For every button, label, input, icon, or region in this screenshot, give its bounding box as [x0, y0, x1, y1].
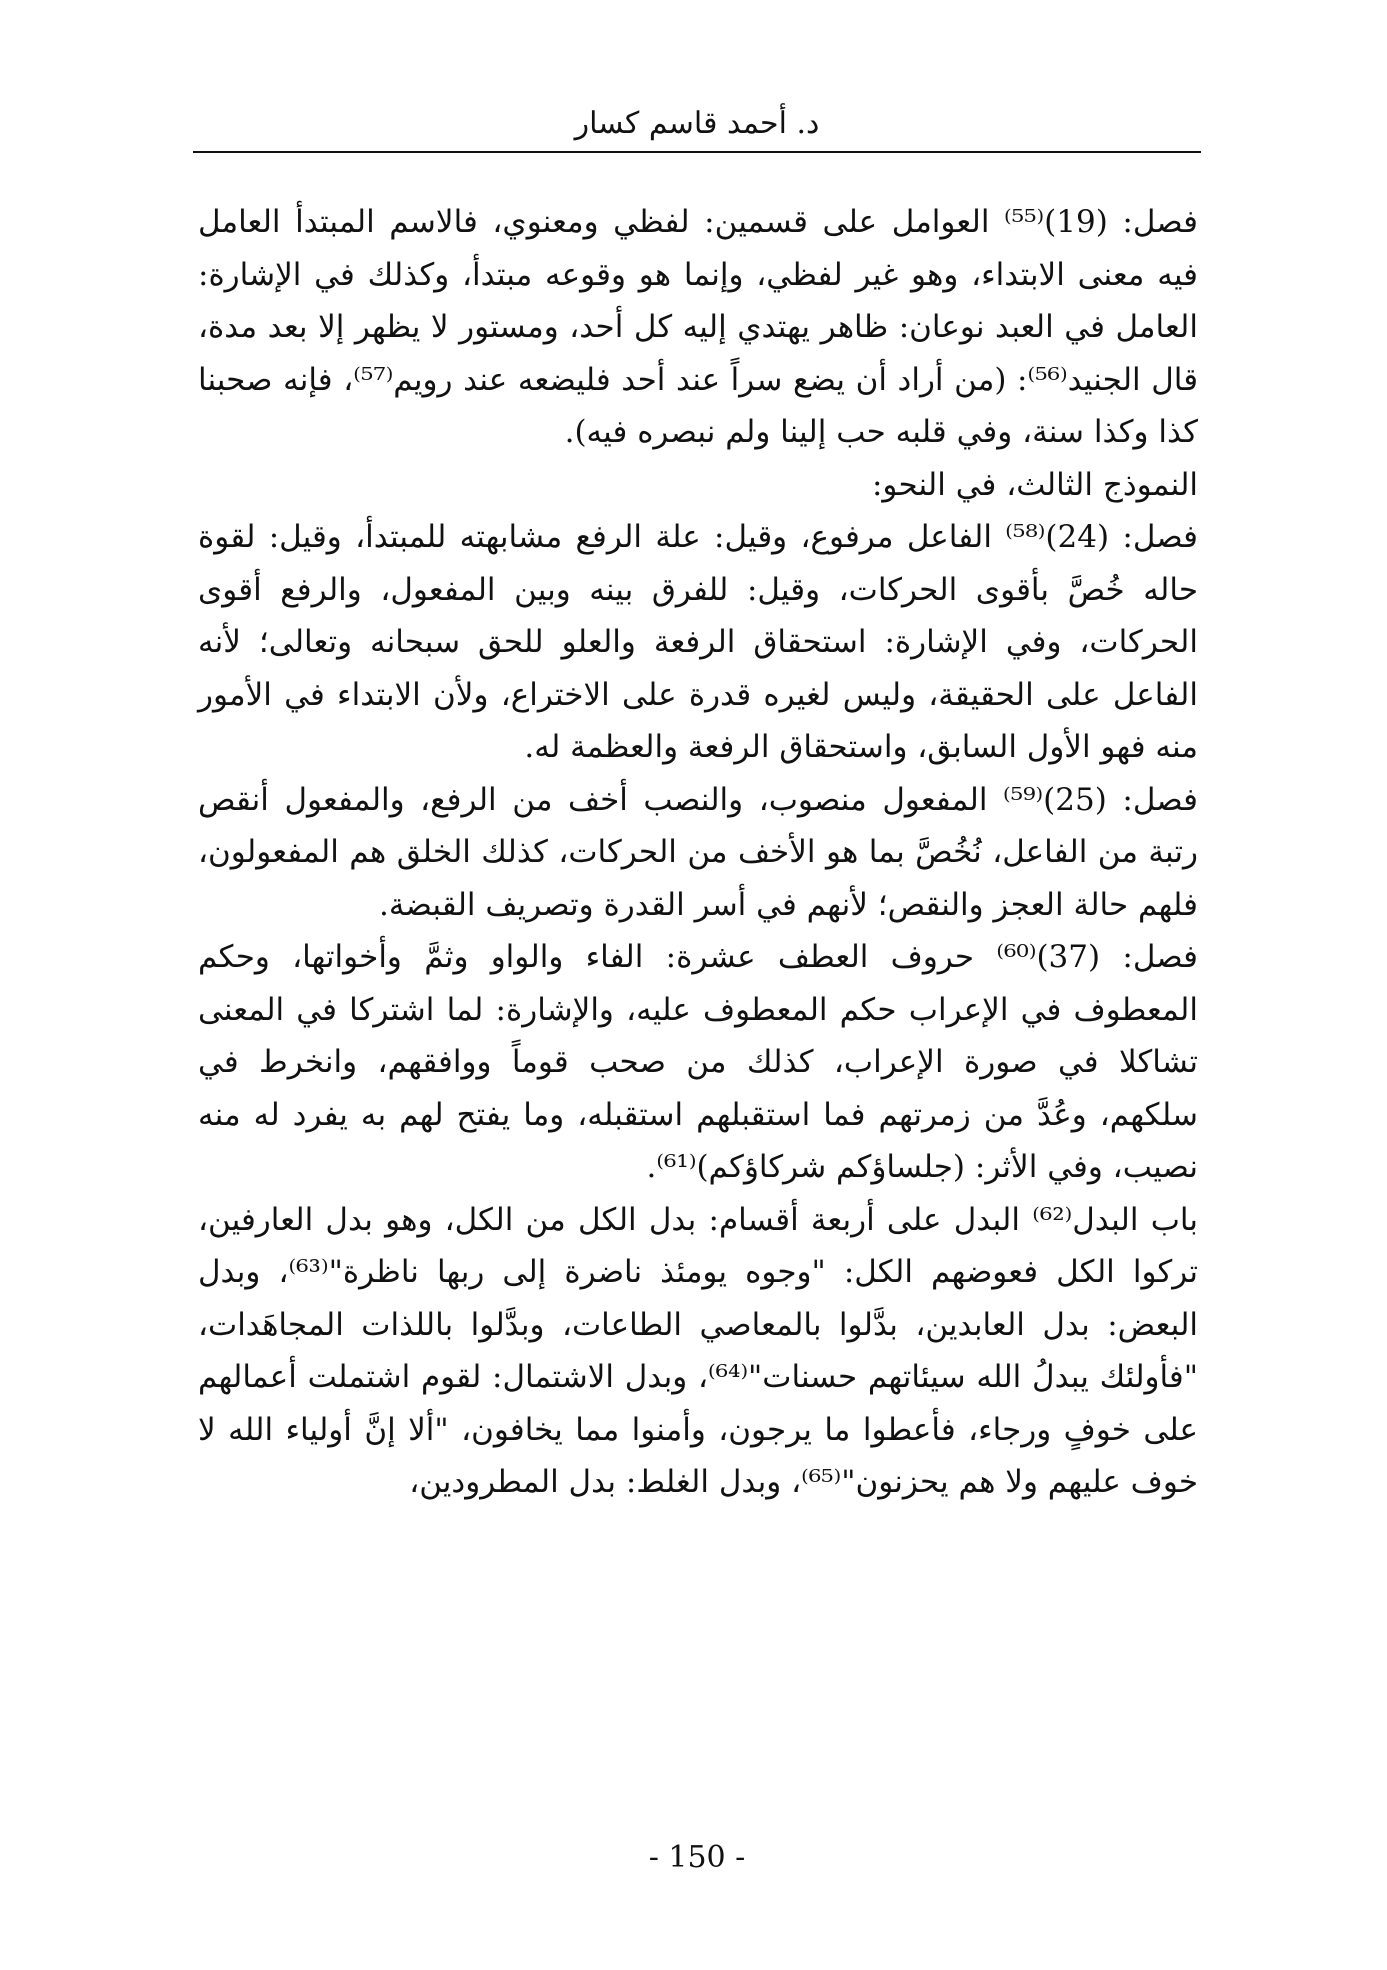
paragraph-section-25: فصل: (25)⁽⁵⁹⁾ المفعول منصوب، والنصب أخف من الرفع، والمفعول أنقص رتبة من الفاعل، نُخُصَّ بما هو الأخف من الحركات، كذلك الخلق هم المفعولون، فلهم حالة العجز والنقص؛ لأنهم في أسر القدرة وتصريف القبضة.: [198, 781, 1198, 923]
paragraph-section-24: فصل: (24)⁽⁵⁸⁾ الفاعل مرفوع، وقيل: علة الرفع مشابهته للمبتدأ، وقيل: لقوة حاله خُصَّ بأقوى الحركات، وقيل: للفرق بينه وبين المفعول، والرفع أقوى الحركات، وفي الإشارة: استحقاق الرفعة والعلو للحق سبحانه وتعالى؛ لأنه الفاعل على الحقيقة، وليس لغيره قدرة على الاختراع، ولأن الابتداء في الأمور منه فهو الأول السابق، واستحقاق الرفعة والعظمة له.: [198, 519, 1198, 765]
page-number: - 150 -: [648, 1840, 746, 1875]
paragraph-chapter-badal: باب البدل⁽⁶²⁾ البدل على أربعة أقسام: بدل الكل من الكل، وهو بدل العارفين، تركوا الكل فعوضهم الكل: "وجوه يومئذ ناضرة إلى ربها ناظرة"⁽⁶³⁾، وبدل البعض: بدل العابدين، بدَّلوا بالمعاصي الطاعات، وبدَّلوا باللذات المجاهَدات، "فأولئك يبدلُ الله سيئاتهم حسنات"⁽⁶⁴⁾، وبدل الاشتمال: لقوم اشتملت أعمالهم على خوفٍ ورجاء، فأعطوا ما يرجون، وأمنوا مما يخافون، "ألا إنَّ أولياء الله لا خوف عليهم ولا هم يحزنون"⁽⁶⁵⁾، وبدل الغلط: بدل المطرودين،: [198, 1201, 1199, 1500]
paragraph-section-37: فصل: (37)⁽⁶⁰⁾ حروف العطف عشرة: الفاء والواو وثمَّ وأخواتها، وحكم المعطوف في الإعراب حكم المعطوف عليه، والإشارة: لما اشتركا في المعنى تشاكلا في صورة الإعراب، كذلك من صحب قوماً ووافقهم، وانخرط في سلكهم، وعُدَّ من زمرتهم فما استقبلهم استقبله، وما يفتح لهم به يفرد له منه نصيب، وفي الأثر: (جلساؤكم شركاؤكم)⁽⁶¹⁾.: [198, 939, 1198, 1185]
running-header-author: د. أحمد قاسم كسار: [574, 106, 820, 141]
paragraph-third-model-heading: النموذج الثالث، في النحو:: [871, 466, 1198, 503]
header-divider: [193, 151, 1201, 153]
paragraph-section-19: فصل: (19)⁽⁵⁵⁾ العوامل على قسمين: لفظي ومعنوي، فالاسم المبتدأ العامل فيه معنى الابتداء، وهو غير لفظي، وإنما هو وقوعه مبتدأ، وكذلك في الإشارة: العامل في العبد نوعان: ظاهر يهتدي إليه كل أحد، ومستور لا يظهر إلا بعد مدة، قال الجنيد⁽⁵⁶⁾: (من أراد أن يضع سراً عند أحد فليضعه عند رويم⁽⁵⁷⁾، فإنه صحبنا كذا وكذا سنة، وفي قلبه حب إلينا ولم نبصره فيه).: [198, 204, 1199, 450]
page-body: [198, 196, 1198, 1509]
